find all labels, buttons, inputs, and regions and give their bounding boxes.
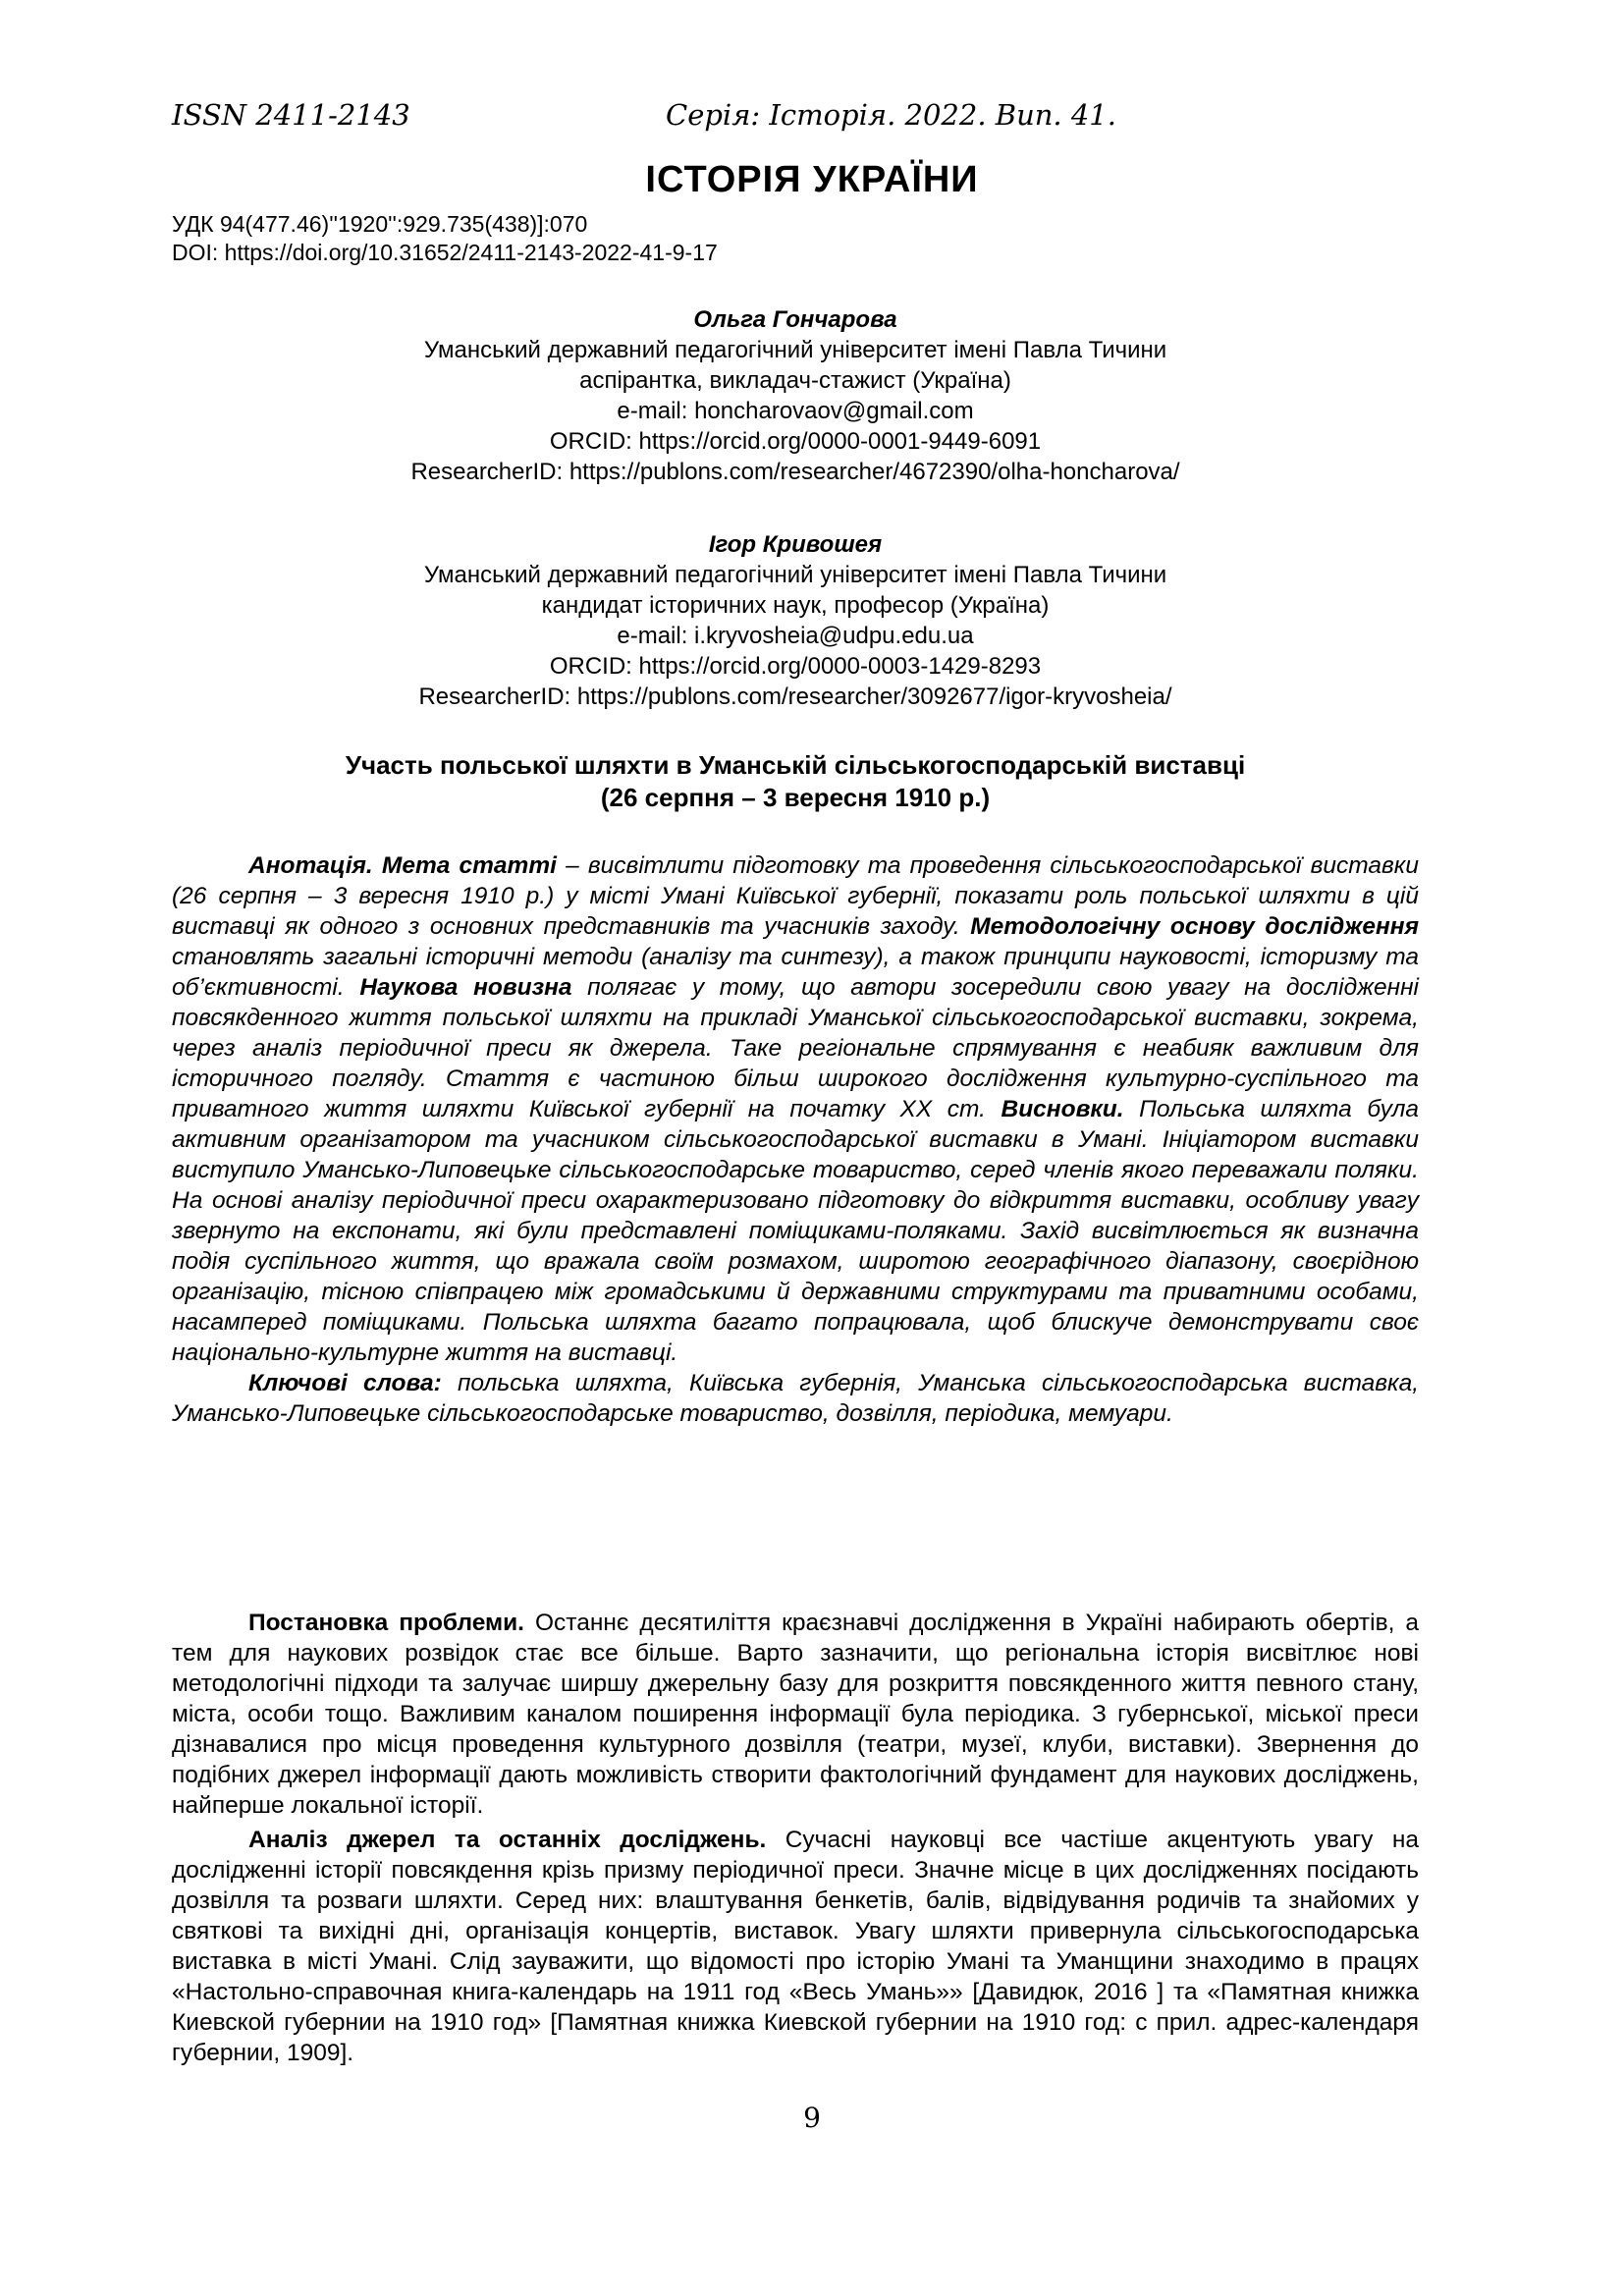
author-block-1 xyxy=(172,304,1419,487)
author-affiliation: Уманський державний педагогічний університет імені Павла Тичини xyxy=(423,562,1167,588)
author-name: Ігор Кривошея xyxy=(708,531,883,558)
author-orcid[interactable]: ORCID: https://orcid.org/0000-0001-9449-6091 xyxy=(549,428,1042,455)
method-text: становлять загальні історичні методи (аналізу та синтезу), а також принципи науковості, історизму та об’єктивності. xyxy=(172,944,1419,1001)
doi-link[interactable]: DOI: https://doi.org/10.31652/2411-2143-2022-41-9-17 xyxy=(172,240,718,265)
abstract-paragraph xyxy=(172,850,1419,1368)
article-meta xyxy=(172,210,718,267)
article-title-line: Участь польської шляхти в Уманській сільськогосподарській виставці xyxy=(345,750,1246,780)
article-body xyxy=(172,1608,1419,2072)
keywords-paragraph xyxy=(172,1368,1419,1429)
issn-label: ISSN 2411-2143 xyxy=(172,98,410,132)
author-orcid[interactable]: ORCID: https://orcid.org/0000-0003-1429-8293 xyxy=(549,653,1042,680)
section-title: ІСТОРІЯ УКРАЇНИ xyxy=(645,159,979,200)
udk-code: УДК 94(477.46)''1920'':929.735(438)]:070 xyxy=(172,211,588,237)
problem-label: Постановка проблеми. xyxy=(248,1610,524,1636)
author-email[interactable]: e-mail: honcharovaov@gmail.com xyxy=(617,398,974,424)
sources-text: Сучасні науковці все частіше акцентують увагу на дослідженні історії повсякдення крізь призму періодичної преси. Значне місце в цих дослідженнях посідають дозвілля та розваги шляхти. Серед них: влаштування бенкетів, балів, відвідування родичів та знайомих у святкові та вихідні дні, організація концертів, виставок. Увагу шляхти привернула сільськогосподарська виставка в місті Умані. Слід зауважити, що відомості про історію Умані та Уманщини знаходимо в працях «Настольно-справочная книга-календарь на 1911 год «Весь Умань»» [Давидюк, 2016 ] та «Памятная книжка Киевской губернии на 1910 год» [Памятная книжка Киевской губернии на 1910 год: с прил. адрес-календаря губернии, 1909]. xyxy=(172,1827,1419,2066)
abstract-label: Анотація. xyxy=(248,852,373,879)
conclusions-label: Висновки. xyxy=(1001,1096,1124,1122)
novelty-text: полягає у тому, що автори зосередили свою увагу на дослідженні повсякденного життя польської шляхти на прикладі Уманської сільськогосподарської виставки, зокрема, через аналіз періодичної преси як джерела. Таке регіональне спрямування є неабияк важливим для історичного погляду. Стаття є частиною більш широкого дослідження культурно-суспільного та приватного життя шляхти Київської губернії на початку ХХ ст. xyxy=(172,974,1419,1122)
method-label: Методологічну основу дослідження xyxy=(970,913,1419,940)
body-paragraph-problem xyxy=(172,1608,1419,1821)
body-paragraph-sources xyxy=(172,1825,1419,2068)
conclusions-text: Польська шляхта була активним організатором та учасником сільськогосподарської виставки в Умані. Ініціатором виставки виступило Умансько-Липовецьке сільськогосподарське товариство, серед членів якого переважали поляки. На основі аналізу періодичної преси охарактеризовано підготовку до відкриття виставки, особливу увагу звернуто на експонати, які були представлені поміщиками-поляками. Захід висвітлюється як визначна подія суспільного життя, що вражала своїм розмахом, широтою географічного діапазону, своєрідною організацію, тісною співпрацею між громадськими й державними структурами та приватними особами, насамперед поміщиками. Польська шляхта багато попрацювала, щоб блискуче демонструвати своє національно-культурне життя на виставці. xyxy=(172,1096,1420,1366)
goal-text: – висвітлити підготовку та проведення сільськогосподарської виставки (26 серпня – 3 вересня 1910 р.) у місті Умані Київської губернії, показати роль польської шляхти в цій виставці як одного з основних представників та учасників заходу. xyxy=(172,852,1419,940)
keywords-label: Ключові слова: xyxy=(248,1370,442,1396)
author-block-2 xyxy=(172,529,1419,712)
sources-label: Аналіз джерел та останніх досліджень. xyxy=(248,1827,767,1853)
author-position: кандидат історичних наук, професор (Україна) xyxy=(541,592,1050,619)
author-researcher-id[interactable]: ResearcherID: https://publons.com/researcher/3092677/igor-kryvosheia/ xyxy=(418,683,1172,710)
author-name: Ольга Гончарова xyxy=(693,306,897,333)
author-email[interactable]: e-mail: i.kryvosheia@udpu.edu.ua xyxy=(617,623,974,649)
novelty-label: Наукова новизна xyxy=(359,974,572,1001)
problem-text: Останнє десятиліття краєзнавчі дослідження в Україні набирають обертів, а тем для наукових розвідок стає все більше. Варто зазначити, що регіональна історія висвітлює нові методологічні підходи та залучає ширшу джерельну базу для розкриття повсякденного життя певного стану, міста, особи тощо. Важливим каналом поширення інформації була періодика. З губернської, міської преси дізнавалися про місця проведення культурного дозвілля (театри, музеї, клуби, виставки). Звернення до подібних джерел інформації дають можливість створити фактологічний фундамент для наукових досліджень, найперше локальної історії. xyxy=(172,1610,1419,1819)
article-title xyxy=(172,749,1419,814)
author-affiliation: Уманський державний педагогічний університет імені Павла Тичини xyxy=(423,337,1167,363)
series-label: Серія: Історія. 2022. Вип. 41. xyxy=(666,98,1116,132)
author-position: аспірантка, викладач-стажист (Україна) xyxy=(579,367,1011,394)
keywords-text: польська шляхта, Київська губернія, Уманська сільськогосподарська виставка, Умансько-Липовецьке сільськогосподарське товариство, дозвілля, періодика, мемуари. xyxy=(172,1370,1420,1427)
article-title-dates: (26 серпня – 3 вересня 1910 р.) xyxy=(600,783,991,812)
author-researcher-id[interactable]: ResearcherID: https://publons.com/researcher/4672390/olha-honcharova/ xyxy=(410,459,1180,485)
goal-label: Мета статті xyxy=(381,852,557,879)
abstract xyxy=(172,850,1419,1429)
page-number: 9 xyxy=(803,2102,821,2134)
